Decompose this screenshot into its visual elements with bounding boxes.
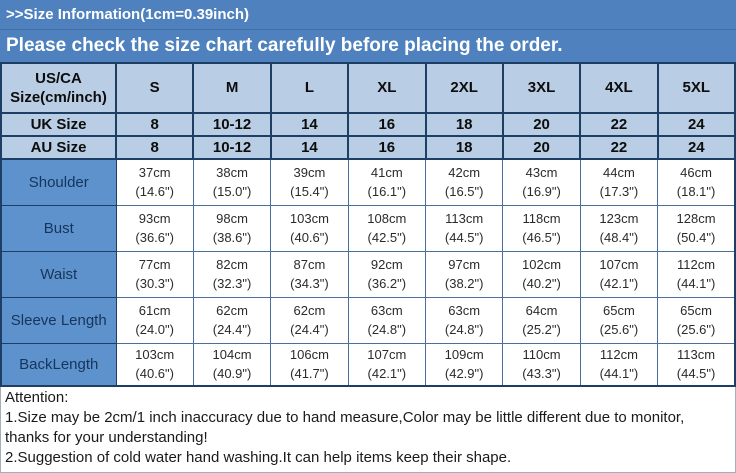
corner-header <box>1 63 116 113</box>
measurement-cm: 104cm <box>212 347 252 363</box>
measurement-cm: 112cm <box>599 347 638 363</box>
measurement-cm: 41cm <box>370 165 403 181</box>
measurement-cm: 110cm <box>522 347 561 363</box>
size-column-header: M <box>193 63 270 113</box>
measurement-inch: (50.4") <box>676 230 716 245</box>
measurement-cell <box>426 343 503 386</box>
measurement-inch: (16.1") <box>367 184 407 200</box>
measurement-cm: 97cm <box>448 257 481 272</box>
measurement-label: Shoulder <box>1 159 116 205</box>
measurement-inch: (38.2") <box>444 276 484 291</box>
measurement-cm: 109cm <box>444 347 484 363</box>
measurement-cm: 113cm <box>677 347 716 363</box>
attention-line-1: 1.Size may be 2cm/1 inch inaccuracy due to hand measure,Color may be little different due to monitor, thanks for your understanding! <box>5 409 685 446</box>
measurement-cm: 62cm <box>216 303 248 318</box>
measurement-cell <box>580 251 657 297</box>
measurement-cm: 92cm <box>370 257 403 272</box>
measurement-cell <box>503 297 580 343</box>
measurement-cm: 93cm <box>138 211 171 226</box>
measurement-inch: (24.8") <box>444 322 484 337</box>
measurement-cell <box>580 343 657 386</box>
size-cell: 24 <box>658 113 735 136</box>
size-cell: 8 <box>116 136 193 159</box>
measurement-cell <box>348 159 425 205</box>
measurement-cell <box>116 251 193 297</box>
size-cell: 18 <box>426 136 503 159</box>
measurement-inch: (44.1") <box>599 366 639 382</box>
measurement-inch: (30.3") <box>135 276 174 291</box>
size-cell: 20 <box>503 113 580 136</box>
measurement-cm: 113cm <box>445 211 484 226</box>
measurement-cell <box>658 205 735 251</box>
measurement-cell <box>193 251 270 297</box>
measurement-cm: 128cm <box>676 211 716 226</box>
measurement-cm: 39cm <box>293 165 326 181</box>
measurement-inch: (38.6") <box>212 230 252 245</box>
measurement-inch: (43.3") <box>522 366 561 382</box>
measurement-cell <box>426 159 503 205</box>
measurement-cm: 61cm <box>138 303 171 318</box>
measurement-cm: 63cm <box>448 303 481 318</box>
size-column-header: 4XL <box>580 63 657 113</box>
measurement-cell <box>116 159 193 205</box>
measurement-inch: (40.6") <box>290 230 329 245</box>
attention-section <box>0 387 736 473</box>
measurement-inch: (25.2") <box>522 322 561 337</box>
measurement-inch: (40.6") <box>135 366 174 382</box>
measurement-cell <box>348 343 425 386</box>
measurement-inch: (46.5") <box>522 230 561 245</box>
measurement-cell <box>116 205 193 251</box>
measurement-cell <box>193 205 270 251</box>
measurement-inch: (25.6") <box>599 322 639 337</box>
measurement-cell <box>193 159 270 205</box>
measurement-cell <box>658 251 735 297</box>
measurement-inch: (48.4") <box>599 230 639 245</box>
measurement-cell <box>271 205 348 251</box>
measurement-cell <box>116 297 193 343</box>
measurement-cell <box>271 251 348 297</box>
attention-line-2: 2.Suggestion of cold water hand washing.It can help items keep their shape. <box>5 449 512 466</box>
measurement-row <box>1 343 735 386</box>
measurement-cm: 112cm <box>677 257 716 272</box>
measurement-inch: (24.8") <box>367 322 407 337</box>
size-column-header: 5XL <box>658 63 735 113</box>
size-cell: 14 <box>271 136 348 159</box>
measurement-cm: 77cm <box>138 257 171 272</box>
measurement-inch: (17.3") <box>599 184 639 200</box>
measurement-row <box>1 297 735 343</box>
measurement-cm: 62cm <box>293 303 326 318</box>
measurement-cell <box>503 205 580 251</box>
measurement-cell <box>193 297 270 343</box>
measurement-cm: 64cm <box>525 303 558 318</box>
measurement-cell <box>580 297 657 343</box>
measurement-cell <box>348 297 425 343</box>
measurement-cell <box>348 205 425 251</box>
measurement-cell <box>503 343 580 386</box>
measurement-inch: (44.1") <box>676 276 716 291</box>
size-cell: 16 <box>348 113 425 136</box>
measurement-cell <box>193 343 270 386</box>
measurement-inch: (40.2") <box>522 276 561 291</box>
measurement-inch: (41.7") <box>290 366 329 382</box>
measurement-cm: 46cm <box>680 165 712 181</box>
size-cell: 10-12 <box>193 136 270 159</box>
measurement-cm: 44cm <box>603 165 635 181</box>
measurement-inch: (14.6") <box>135 184 174 200</box>
measurement-row <box>1 159 735 205</box>
size-row <box>1 113 735 136</box>
measurement-cm: 37cm <box>138 165 171 181</box>
measurement-inch: (18.1") <box>676 184 716 200</box>
corner-header-line2: Size(cm/inch) <box>10 89 107 106</box>
measurement-cell <box>271 343 348 386</box>
size-column-header: L <box>271 63 348 113</box>
measurement-cell <box>348 251 425 297</box>
measurement-inch: (44.5") <box>444 230 484 245</box>
size-cell: 22 <box>580 113 657 136</box>
size-row-label: AU Size <box>1 136 116 159</box>
measurement-cell <box>271 297 348 343</box>
measurement-cm: 107cm <box>367 347 407 363</box>
measurement-cm: 87cm <box>293 257 326 272</box>
measurement-cm: 108cm <box>367 211 407 226</box>
size-cell: 24 <box>658 136 735 159</box>
measurement-inch: (24.4") <box>212 322 252 337</box>
measurement-cell <box>658 159 735 205</box>
size-info-title: >>Size Information(1cm=0.39inch) <box>0 0 736 30</box>
attention-title: Attention: <box>5 389 69 406</box>
measurement-inch: (24.0") <box>135 322 174 337</box>
measurement-inch: (36.2") <box>367 276 407 291</box>
measurement-cm: 102cm <box>522 257 562 272</box>
size-table-header <box>1 63 735 113</box>
size-column-header: S <box>116 63 193 113</box>
measurement-cm: 65cm <box>680 303 712 318</box>
size-header-row <box>1 63 735 113</box>
measurement-cell <box>116 343 193 386</box>
measurement-cm: 65cm <box>603 303 635 318</box>
measurement-cm: 38cm <box>216 165 248 181</box>
measurement-label: BackLength <box>1 343 116 386</box>
measurement-inch: (24.4") <box>290 322 329 337</box>
size-table-body <box>1 113 735 386</box>
measurement-cm: 103cm <box>135 347 175 363</box>
measurement-inch: (42.9") <box>444 366 484 382</box>
measurement-row <box>1 251 735 297</box>
measurement-cell <box>658 297 735 343</box>
size-cell: 16 <box>348 136 425 159</box>
measurement-cell <box>580 205 657 251</box>
size-cell: 18 <box>426 113 503 136</box>
measurement-inch: (32.3") <box>212 276 252 291</box>
measurement-inch: (42.1") <box>367 366 407 382</box>
measurement-cell <box>503 251 580 297</box>
measurement-inch: (16.5") <box>444 184 484 200</box>
measurement-cm: 63cm <box>370 303 403 318</box>
measurement-cm: 123cm <box>599 211 639 226</box>
size-column-header: 3XL <box>503 63 580 113</box>
measurement-cm: 42cm <box>448 165 481 181</box>
size-column-header: XL <box>348 63 425 113</box>
measurement-cell <box>426 205 503 251</box>
measurement-cell <box>580 159 657 205</box>
measurement-inch: (36.6") <box>135 230 174 245</box>
size-cell: 14 <box>271 113 348 136</box>
measurement-cell <box>658 343 735 386</box>
size-column-header: 2XL <box>426 63 503 113</box>
measurement-label: Waist <box>1 251 116 297</box>
size-chart-table <box>0 62 736 387</box>
measurement-inch: (44.5") <box>676 366 716 382</box>
measurement-cm: 98cm <box>216 211 248 226</box>
size-row <box>1 136 735 159</box>
measurement-cm: 82cm <box>216 257 248 272</box>
measurement-label: Sleeve Length <box>1 297 116 343</box>
size-cell: 10-12 <box>193 113 270 136</box>
size-cell: 20 <box>503 136 580 159</box>
measurement-cell <box>426 251 503 297</box>
measurement-inch: (25.6") <box>676 322 716 337</box>
measurement-cell <box>426 297 503 343</box>
measurement-inch: (16.9") <box>522 184 561 200</box>
measurement-cell <box>271 159 348 205</box>
size-cell: 22 <box>580 136 657 159</box>
measurement-cm: 106cm <box>289 347 329 363</box>
measurement-inch: (42.1") <box>599 276 639 291</box>
size-cell: 8 <box>116 113 193 136</box>
measurement-inch: (34.3") <box>290 276 329 291</box>
measurement-label: Bust <box>1 205 116 251</box>
measurement-inch: (40.9") <box>212 366 252 382</box>
size-row-label: UK Size <box>1 113 116 136</box>
measurement-inch: (15.0") <box>212 184 252 200</box>
size-chart-notice: Please check the size chart carefully before placing the order. <box>0 30 736 62</box>
measurement-cm: 103cm <box>289 211 329 226</box>
measurement-inch: (15.4") <box>290 184 329 200</box>
measurement-cm: 43cm <box>525 165 558 181</box>
measurement-row <box>1 205 735 251</box>
measurement-cm: 107cm <box>599 257 639 272</box>
corner-header-line1: US/CA <box>35 69 82 87</box>
measurement-cell <box>503 159 580 205</box>
measurement-cm: 118cm <box>522 211 561 226</box>
measurement-inch: (42.5") <box>367 230 407 245</box>
